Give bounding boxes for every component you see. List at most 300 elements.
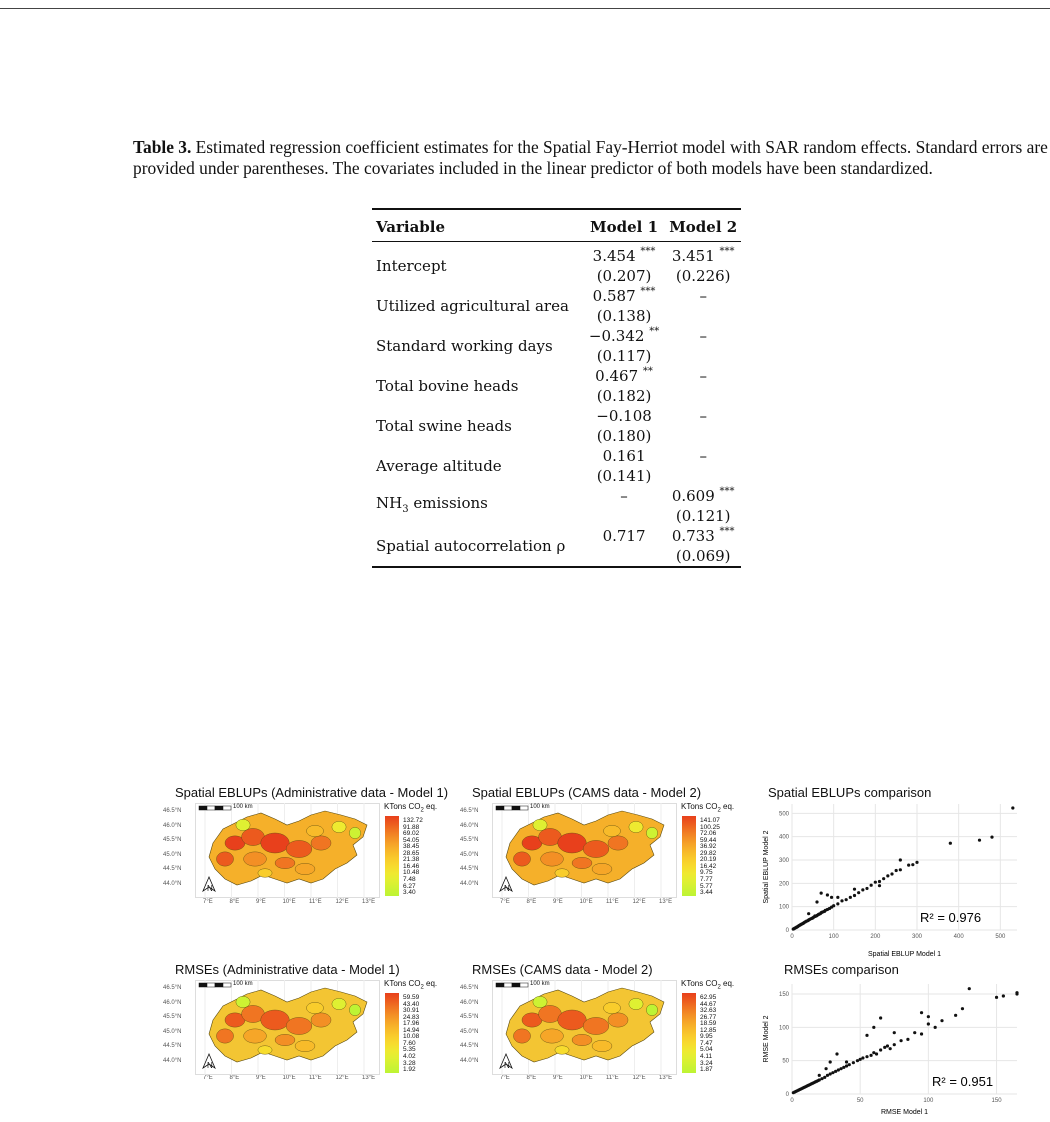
map-region-patch — [558, 1010, 587, 1030]
scatter-title-rmse: RMSEs comparison — [784, 962, 899, 977]
region-map — [492, 980, 677, 1075]
map-region-patch — [332, 821, 346, 832]
scatter-plot-eblup — [760, 800, 1025, 960]
significance-stars: ** — [649, 326, 660, 337]
estimate-value: 3.451 — [671, 247, 715, 265]
map-region-patch — [295, 863, 315, 874]
map-region-patch — [555, 869, 569, 878]
table-row — [372, 526, 741, 546]
scatter-point — [839, 1067, 842, 1070]
lat-tick-label: 46.5°N — [163, 985, 182, 991]
scatter-point — [852, 1061, 855, 1064]
lon-tick-label: 10°E — [282, 1075, 296, 1081]
x-tick-label: 150 — [991, 1098, 1002, 1104]
legend-value: 10.48 — [403, 869, 420, 877]
lon-tick-label: 12°E — [335, 1075, 349, 1081]
map-region-patch — [286, 840, 312, 857]
map-region-patch — [583, 840, 609, 857]
row-variable: Total bovine heads — [376, 377, 519, 395]
map-region-patch — [306, 825, 323, 836]
map-region-patch — [236, 996, 250, 1007]
legend-value: 3.40 — [403, 889, 416, 897]
lon-tick-label: 11°E — [606, 899, 619, 905]
row-m2-estimate — [665, 446, 741, 466]
legend-value: 1.87 — [700, 1066, 713, 1074]
x-tick-label: 300 — [911, 934, 923, 940]
legend-value: 4.02 — [403, 1052, 416, 1060]
row-m2-se: (0.121) — [675, 507, 731, 525]
scatter-point — [865, 887, 868, 890]
lon-tick-label: 12°E — [335, 899, 349, 905]
lon-tick-label: 8°E — [526, 1075, 537, 1081]
row-m1-estimate — [583, 486, 665, 506]
x-tick-label: 0 — [790, 934, 794, 940]
lon-tick-label: 7°E — [203, 899, 213, 905]
scatter-point — [815, 900, 818, 903]
scatter-point — [837, 1068, 840, 1071]
r-squared-annotation: R² = 0.976 — [920, 910, 982, 925]
y-axis-label: Spatial EBLUP Model 2 — [763, 830, 770, 904]
legend-color-bar — [682, 993, 696, 1073]
lat-tick-label: 44.5°N — [163, 866, 182, 872]
row-m1-estimate — [583, 326, 665, 346]
row-m2-estimate — [665, 286, 741, 306]
legend-value: 36.92 — [700, 843, 717, 851]
lat-tick-label: 45.5°N — [460, 1014, 479, 1020]
legend-value: 32.63 — [700, 1007, 717, 1015]
scatter-point — [835, 1052, 838, 1055]
lon-tick-label: 7°E — [203, 1075, 213, 1081]
scale-bar-segment — [512, 983, 520, 987]
legend-value: 14.94 — [403, 1026, 420, 1034]
map-region-patch — [603, 1002, 620, 1013]
scatter-point — [836, 896, 839, 899]
table-row — [372, 406, 741, 426]
row-variable: $NH_3$ emissions — [376, 493, 488, 515]
lat-tick-label: 46.0°N — [163, 822, 182, 829]
scatter-point — [934, 1026, 937, 1029]
significance-stars: *** — [719, 486, 735, 497]
legend-value: 16.46 — [403, 862, 420, 870]
map-region-patch — [244, 1029, 267, 1043]
scatter-plot-rmse — [760, 978, 1025, 1118]
scatter-point — [879, 1048, 882, 1051]
scale-bar-segment — [199, 806, 207, 810]
estimate-value: 0.733 — [671, 527, 715, 545]
scatter-point — [845, 1064, 848, 1067]
row-m1-estimate — [583, 366, 665, 386]
scale-bar-segment — [215, 983, 223, 987]
region-map — [492, 803, 677, 898]
y-tick-label: 0 — [785, 928, 789, 934]
table-row — [372, 446, 741, 466]
scatter-point — [893, 1031, 896, 1034]
scatter-point — [878, 880, 881, 883]
lat-tick-label: 45.5°N — [163, 837, 182, 843]
map-region-patch — [261, 833, 290, 853]
region-map — [195, 803, 380, 898]
scatter-point — [872, 1026, 875, 1029]
estimate-value: 0.161 — [602, 447, 646, 465]
row-m1-se: (0.141) — [596, 467, 652, 485]
y-tick-label: 200 — [778, 881, 789, 888]
row-m1-estimate — [583, 526, 665, 546]
scatter-point — [861, 888, 864, 891]
lat-tick-label: 44.5°N — [460, 1043, 479, 1049]
scatter-point — [940, 1019, 943, 1022]
map-panel — [163, 785, 453, 945]
map-title: Spatial EBLUPs (CAMS data - Model 2) — [472, 785, 702, 800]
scatter-point — [913, 1031, 916, 1034]
scatter-point — [1015, 991, 1018, 994]
scatter-point — [874, 881, 877, 884]
row-variable: Spatial autocorrelation ρ — [372, 526, 583, 567]
map-region-patch — [513, 1029, 530, 1043]
map-region-patch — [286, 1017, 312, 1034]
legend-value: 4.11 — [700, 1052, 713, 1060]
estimate-value: – — [699, 287, 707, 305]
lat-tick-label: 46.0°N — [460, 999, 479, 1006]
scatter-point — [842, 1066, 845, 1069]
table-row — [372, 486, 741, 506]
map-region-patch — [572, 857, 592, 868]
table-row — [372, 242, 741, 267]
lat-tick-label: 44.5°N — [163, 1043, 182, 1049]
lat-tick-label: 44.0°N — [460, 1057, 479, 1064]
lat-tick-label: 45.0°N — [163, 851, 182, 858]
legend-value: 69.02 — [403, 830, 420, 838]
north-label: N — [207, 1061, 213, 1070]
map-title: Spatial EBLUPs (Administrative data - Model 1) — [175, 785, 449, 800]
map-title: RMSEs (Administrative data - Model 1) — [175, 962, 400, 977]
scale-label: 100 km — [530, 981, 550, 987]
significance-stars: *** — [719, 526, 735, 537]
estimate-value: 0.717 — [602, 527, 646, 545]
map-region-patch — [541, 852, 564, 866]
estimate-value: – — [699, 327, 707, 345]
lat-tick-label: 46.5°N — [163, 808, 182, 814]
estimate-value: −0.342 — [588, 327, 645, 345]
scatter-point — [849, 896, 852, 899]
scatter-point — [823, 1076, 826, 1079]
lat-tick-label: 46.0°N — [460, 822, 479, 829]
lon-tick-label: 10°E — [282, 899, 296, 905]
legend-value: 28.65 — [403, 849, 420, 857]
scatter-point — [893, 1043, 896, 1046]
legend-value: 9.95 — [700, 1033, 713, 1041]
legend-value: 7.48 — [403, 875, 416, 883]
scatter-point — [879, 1016, 882, 1019]
legend-value: 132.72 — [403, 817, 423, 824]
legend-value: 44.67 — [700, 1000, 717, 1008]
map-region-patch — [349, 1004, 360, 1015]
scale-bar-segment — [512, 806, 520, 810]
scatter-point — [1002, 994, 1005, 997]
scatter-point — [899, 858, 902, 861]
table-row — [372, 366, 741, 386]
scatter-point — [915, 861, 918, 864]
legend-value: 20.19 — [700, 856, 717, 864]
estimate-value: – — [699, 407, 707, 425]
lon-tick-label: 12°E — [632, 899, 646, 905]
x-tick-label: 400 — [953, 934, 964, 940]
row-m2-estimate — [665, 326, 741, 346]
scatter-point — [870, 884, 873, 887]
legend-title: KTons $CO_2$ eq. — [681, 979, 735, 991]
legend-value: 141.07 — [700, 817, 720, 824]
lat-tick-label: 44.0°N — [460, 880, 479, 887]
scale-bar-segment — [199, 983, 207, 987]
lon-tick-label: 10°E — [579, 1075, 593, 1081]
scale-bar-segment — [207, 806, 215, 810]
row-m1-estimate — [583, 242, 665, 267]
x-tick-label: 100 — [923, 1098, 934, 1104]
lat-tick-label: 46.5°N — [460, 985, 479, 991]
scatter-point — [813, 914, 816, 917]
scatter-point — [820, 1077, 823, 1080]
row-variable: Standard working days — [376, 337, 553, 355]
scatter-point — [886, 1044, 889, 1047]
legend-value: 91.88 — [403, 823, 420, 831]
map-region-patch — [592, 863, 612, 874]
lat-tick-label: 46.5°N — [460, 808, 479, 814]
row-variable: Intercept — [376, 257, 447, 275]
lat-tick-label: 44.0°N — [163, 880, 182, 887]
r-squared-annotation: R² = 0.951 — [932, 1074, 994, 1089]
x-tick-label: 200 — [870, 934, 881, 940]
lon-tick-label: 13°E — [362, 1075, 376, 1081]
lon-tick-label: 11°E — [309, 899, 322, 905]
lon-tick-label: 10°E — [579, 899, 593, 905]
map-region-patch — [258, 1046, 272, 1055]
legend-value: 6.27 — [403, 882, 416, 890]
scatter-point — [861, 1056, 864, 1059]
map-region-patch — [603, 825, 620, 836]
x-tick-label: 0 — [790, 1098, 794, 1104]
scatter-point — [895, 869, 898, 872]
row-m2-estimate — [665, 486, 741, 506]
scatter-point — [927, 1015, 930, 1018]
lat-tick-label: 44.0°N — [163, 1057, 182, 1064]
scatter-point — [840, 899, 843, 902]
legend-value: 72.06 — [700, 830, 717, 838]
map-panel — [163, 962, 453, 1122]
legend-value: 59.59 — [403, 994, 420, 1001]
scale-bar-segment — [215, 806, 223, 810]
row-variable: Average altitude — [376, 457, 502, 475]
scatter-point — [865, 1034, 868, 1037]
lon-tick-label: 8°E — [229, 1075, 240, 1081]
scatter-point — [907, 864, 910, 867]
row-m1-estimate — [583, 406, 665, 426]
caption-text: Estimated regression coefficient estimates for the Spatial Fay-Herriot model with SAR random effects. Standard errors are provided under parentheses. The covariates included in the linear predictor of both models have been standardized. — [133, 137, 1048, 178]
y-tick-label: 500 — [778, 811, 789, 818]
scale-bar-segment — [520, 806, 528, 810]
legend-value: 12.85 — [700, 1026, 717, 1034]
north-label: N — [504, 884, 510, 893]
legend-value: 30.91 — [403, 1007, 420, 1015]
map-region-patch — [533, 819, 547, 830]
scatter-point — [883, 1046, 886, 1049]
x-axis-label: RMSE Model 1 — [880, 1109, 929, 1116]
scatter-point — [829, 1060, 832, 1063]
map-region-patch — [275, 857, 295, 868]
legend-value: 29.82 — [700, 849, 717, 857]
scale-label: 100 km — [233, 981, 253, 987]
estimate-value: −0.108 — [596, 407, 652, 425]
scatter-point — [899, 1039, 902, 1042]
legend-value: 3.44 — [700, 889, 713, 897]
scatter-point — [920, 1011, 923, 1014]
legend-title: KTons $CO_2$ eq. — [681, 802, 735, 814]
row-m2-estimate — [665, 242, 741, 267]
scatter-point — [875, 1052, 878, 1055]
scale-bar-segment — [520, 983, 528, 987]
scatter-point — [954, 1014, 957, 1017]
lon-tick-label: 8°E — [526, 899, 537, 905]
map-region-patch — [583, 1017, 609, 1034]
lon-tick-label: 13°E — [362, 899, 376, 905]
row-m2-estimate — [665, 526, 741, 546]
estimate-value: 0.609 — [671, 487, 715, 505]
scatter-point — [920, 1032, 923, 1035]
scatter-point — [890, 872, 893, 875]
row-m2-se — [665, 306, 741, 326]
significance-stars: *** — [719, 246, 735, 257]
lat-tick-label: 45.0°N — [460, 851, 479, 858]
scatter-point — [869, 1054, 872, 1057]
scatter-point — [834, 1070, 837, 1073]
scatter-point — [857, 891, 860, 894]
legend-value: 54.05 — [403, 836, 420, 844]
north-label: N — [207, 884, 213, 893]
lon-tick-label: 12°E — [632, 1075, 646, 1081]
scatter-point — [831, 1071, 834, 1074]
lon-tick-label: 9°E — [553, 899, 563, 905]
map-region-patch — [541, 1029, 564, 1043]
map-region-patch — [216, 852, 233, 866]
lat-tick-label: 45.5°N — [163, 1014, 182, 1020]
scatter-point — [836, 902, 839, 905]
legend-title: KTons $CO_2$ eq. — [384, 979, 438, 991]
scale-label: 100 km — [233, 804, 253, 810]
legend-color-bar — [385, 993, 399, 1073]
y-tick-label: 0 — [785, 1092, 789, 1098]
lon-tick-label: 7°E — [500, 1075, 510, 1081]
scatter-title-eblup: Spatial EBLUPs comparison — [768, 785, 932, 800]
y-tick-label: 150 — [778, 992, 789, 998]
scatter-point — [820, 892, 823, 895]
row-m1-se: (0.117) — [596, 347, 652, 365]
row-m1-se: (0.138) — [596, 307, 652, 325]
legend-value: 59.44 — [700, 836, 717, 844]
map-region-patch — [311, 1013, 331, 1027]
legend-value: 5.35 — [403, 1046, 416, 1054]
scale-bar-segment — [496, 806, 504, 810]
y-axis-label: RMSE Model 2 — [763, 1015, 770, 1063]
lon-tick-label: 11°E — [309, 1075, 322, 1081]
x-axis-label: Spatial EBLUP Model 1 — [867, 951, 942, 958]
estimate-value: – — [699, 367, 707, 385]
scatter-point — [882, 877, 885, 880]
scatter-point — [865, 1055, 868, 1058]
legend-value: 9.75 — [700, 869, 713, 877]
legend-color-bar — [682, 816, 696, 896]
scatter-point — [889, 1047, 892, 1050]
map-region-patch — [608, 1013, 628, 1027]
scatter-point — [1011, 806, 1014, 809]
scatter-point — [829, 1072, 832, 1075]
significance-stars: *** — [640, 246, 656, 257]
estimate-value: 3.454 — [592, 247, 636, 265]
legend-value: 5.04 — [700, 1046, 713, 1054]
significance-stars: *** — [640, 286, 656, 297]
scatter-point — [927, 1022, 930, 1025]
lon-tick-label: 13°E — [659, 899, 673, 905]
map-region-patch — [261, 1010, 290, 1030]
row-m1-se: (0.207) — [596, 267, 652, 285]
scatter-point — [853, 894, 856, 897]
table-header-row — [372, 209, 741, 242]
x-tick-label: 100 — [828, 934, 839, 940]
header-model2: Model 2 — [665, 209, 741, 242]
legend-value: 10.08 — [403, 1033, 420, 1041]
row-m2-se: (0.069) — [665, 546, 741, 567]
y-tick-label: 300 — [778, 858, 789, 864]
y-tick-label: 100 — [778, 904, 789, 911]
map-region-patch — [236, 819, 250, 830]
lat-tick-label: 44.5°N — [460, 866, 479, 872]
scatter-point — [848, 1063, 851, 1066]
page-top-rule — [0, 8, 1050, 9]
map-region-patch — [513, 852, 530, 866]
scale-bar-segment — [496, 983, 504, 987]
legend-value: 3.24 — [700, 1059, 713, 1067]
row-m2-se — [665, 426, 741, 446]
scatter-point — [818, 1074, 821, 1077]
y-tick-label: 100 — [778, 1025, 789, 1032]
scatter-point — [807, 912, 810, 915]
row-m2-se — [665, 386, 741, 406]
scale-label: 100 km — [530, 804, 550, 810]
legend-color-bar — [385, 816, 399, 896]
table-row — [372, 326, 741, 346]
map-region-patch — [306, 1002, 323, 1013]
map-region-patch — [629, 821, 643, 832]
header-variable: Variable — [372, 209, 583, 242]
estimate-value: 0.587 — [592, 287, 636, 305]
scatter-point — [845, 1060, 848, 1063]
scatter-point — [978, 839, 981, 842]
scale-bar-segment — [504, 983, 512, 987]
scatter-point — [906, 1038, 909, 1041]
map-region-patch — [533, 996, 547, 1007]
scatter-point — [899, 868, 902, 871]
lat-tick-label: 46.0°N — [163, 999, 182, 1006]
legend-value: 16.42 — [700, 862, 717, 870]
map-region-patch — [244, 852, 267, 866]
north-label: N — [504, 1061, 510, 1070]
estimate-value: 0.467 — [595, 367, 639, 385]
scatter-point — [995, 996, 998, 999]
table-caption — [133, 137, 1048, 179]
map-region-patch — [216, 1029, 233, 1043]
legend-value: 7.47 — [700, 1039, 713, 1047]
row-m1-estimate — [583, 446, 665, 466]
estimate-value: – — [620, 487, 628, 505]
legend-value: 3.28 — [403, 1059, 416, 1067]
map-region-patch — [275, 1034, 295, 1045]
